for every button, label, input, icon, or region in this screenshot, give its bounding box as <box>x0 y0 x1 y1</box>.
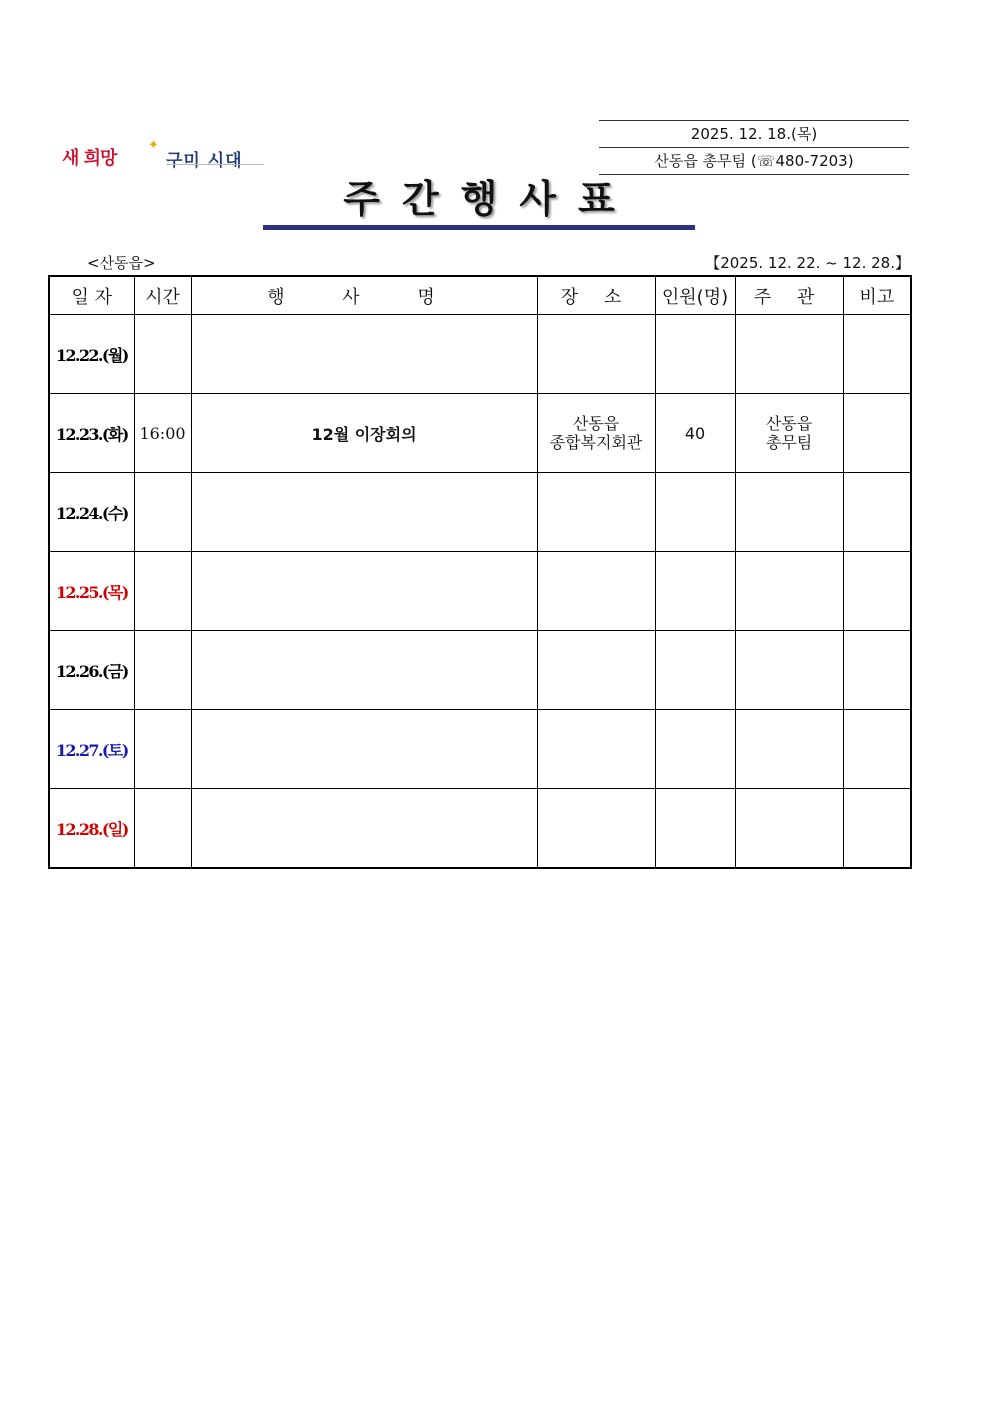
date-cell: 12.26.(금) <box>49 631 134 710</box>
attendees-cell <box>655 473 735 552</box>
column-header-place: 장 소 <box>537 276 655 315</box>
issue-date: 2025. 12. 18.(목) <box>599 120 909 147</box>
organizer-line: 총무팀 <box>765 433 813 452</box>
column-header-date: 일 자 <box>49 276 134 315</box>
place-cell <box>537 473 655 552</box>
column-header-note: 비고 <box>843 276 911 315</box>
time-cell <box>134 552 191 631</box>
table-row <box>49 789 911 869</box>
date-cell: 12.22.(월) <box>49 315 134 394</box>
note-cell <box>843 789 911 869</box>
attendees-cell <box>655 710 735 789</box>
place-cell <box>537 789 655 869</box>
weekly-schedule-table <box>48 275 912 869</box>
time-cell <box>134 789 191 869</box>
table-row <box>49 473 911 552</box>
attendees-cell <box>655 552 735 631</box>
time-cell <box>134 631 191 710</box>
table-row <box>49 710 911 789</box>
note-cell <box>843 631 911 710</box>
date-cell: 12.25.(목) <box>49 552 134 631</box>
logo-underline <box>166 164 264 165</box>
date-cell: 12.23.(화) <box>49 394 134 473</box>
attendees-cell: 40 <box>655 394 735 473</box>
gumi-logo <box>62 140 272 172</box>
logo-main-text: 새 희망 <box>62 148 117 169</box>
note-cell <box>843 552 911 631</box>
event-cell <box>191 710 537 789</box>
organizer-cell <box>735 552 843 631</box>
note-cell <box>843 394 911 473</box>
time-cell: 16:00 <box>134 394 191 473</box>
column-header-time: 시간 <box>134 276 191 315</box>
place-cell <box>537 552 655 631</box>
attendees-cell <box>655 315 735 394</box>
event-cell <box>191 552 537 631</box>
date-cell: 12.28.(일) <box>49 789 134 869</box>
period-label: 【2025. 12. 22. ~ 12. 28.】 <box>705 254 910 272</box>
attendees-cell <box>655 631 735 710</box>
organizer-cell <box>735 631 843 710</box>
star-icon: ✦ <box>148 138 159 153</box>
location-label: <산동읍> <box>87 254 156 272</box>
place-cell <box>537 394 655 473</box>
table-row <box>49 631 911 710</box>
logo-sub-text: 구미 시대 <box>166 151 243 171</box>
time-cell <box>134 710 191 789</box>
organizer-line: 산동읍 <box>765 414 813 433</box>
table-row <box>49 552 911 631</box>
date-cell: 12.24.(수) <box>49 473 134 552</box>
header-info-box <box>599 120 909 175</box>
place-line: 종합복지회관 <box>549 433 643 452</box>
organizer-cell <box>735 473 843 552</box>
table-row <box>49 394 911 473</box>
organizer-cell <box>735 315 843 394</box>
table-header-row <box>49 276 911 315</box>
event-cell <box>191 631 537 710</box>
title-underline <box>263 225 695 230</box>
place-cell <box>537 315 655 394</box>
note-cell <box>843 473 911 552</box>
attendees-cell <box>655 789 735 869</box>
time-cell <box>134 473 191 552</box>
contact-info: 산동읍 총무팀 (☏480-7203) <box>599 147 909 175</box>
place-cell <box>537 710 655 789</box>
column-header-attendees: 인원(명) <box>655 276 735 315</box>
event-cell: 12월 이장회의 <box>191 394 537 473</box>
column-header-organizer: 주 관 <box>735 276 843 315</box>
organizer-cell <box>735 789 843 869</box>
organizer-cell <box>735 394 843 473</box>
organizer-cell <box>735 710 843 789</box>
place-line: 산동읍 <box>572 414 620 433</box>
table-row <box>49 315 911 394</box>
date-cell: 12.27.(토) <box>49 710 134 789</box>
place-cell <box>537 631 655 710</box>
note-cell <box>843 315 911 394</box>
event-cell <box>191 789 537 869</box>
time-cell <box>134 315 191 394</box>
note-cell <box>843 710 911 789</box>
event-cell <box>191 473 537 552</box>
column-header-event: 행 사 명 <box>191 276 537 315</box>
event-cell <box>191 315 537 394</box>
page-title: 주간행사표 <box>343 177 637 221</box>
